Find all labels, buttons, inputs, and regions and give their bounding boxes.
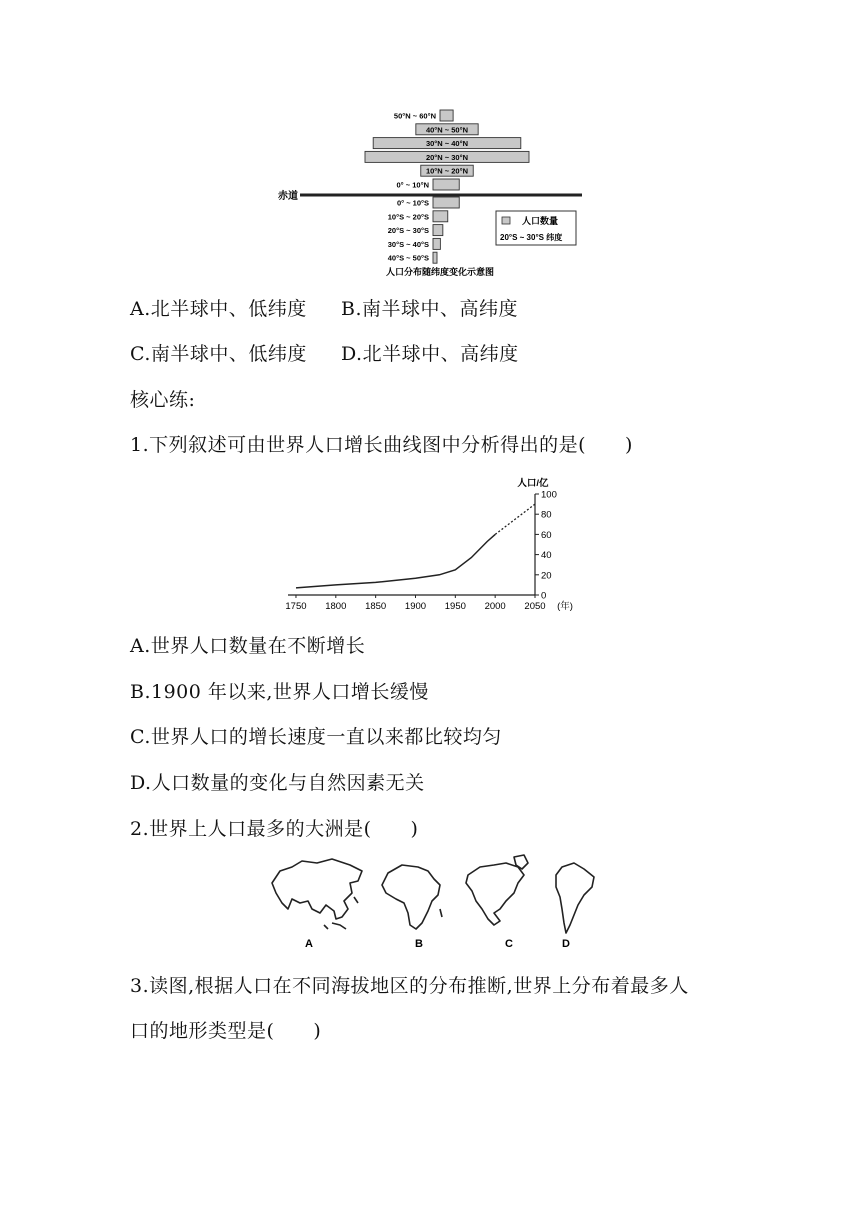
x-tick-label: 1750	[285, 601, 307, 612]
latitude-band-label: 30°N ~ 40°N	[425, 139, 469, 149]
legend-band-label: 20°S ~ 30°S 纬度	[500, 233, 563, 242]
latitude-band-label: 20°S ~ 30°S	[387, 226, 429, 236]
x-tick-label: 1900	[404, 601, 427, 612]
y-tick-label: 80	[541, 509, 552, 521]
latitude-band-label: 0° ~ 10°N	[396, 180, 429, 190]
latitude-band-label: 50°N ~ 60°N	[393, 111, 436, 121]
y-axis-label: 人口/亿	[517, 478, 549, 489]
latitude-band-label: 40°S ~ 50°S	[387, 253, 429, 263]
latitude-band-label: 40°N ~ 50°N	[425, 125, 469, 135]
latitude-band-label: 0° ~ 10°S	[396, 198, 429, 208]
x-tick-label: 1800	[325, 601, 347, 612]
option-c: C.南半球中、低纬度	[130, 343, 307, 365]
latitude-bar	[433, 225, 443, 236]
fig1-legend	[496, 211, 576, 245]
q2-stem: 2.世界上人口最多的大洲是( )	[130, 818, 419, 840]
q3-stem-line1: 3.读图,根据人口在不同海拔地区的分布推断,世界上分布着最多人	[130, 975, 689, 997]
x-tick-label: 2000	[484, 601, 506, 612]
latitude-bar	[433, 197, 459, 208]
latitude-bar	[433, 238, 440, 249]
latitude-band-label: 30°S ~ 40°S	[387, 239, 429, 249]
continent-label-c: C	[505, 938, 513, 950]
latitude-band-label: 10°N ~ 20°N	[425, 166, 469, 176]
y-tick-label: 40	[541, 550, 552, 562]
continent-label-a: A	[305, 938, 313, 950]
q1-stem: 1.下列叙述可由世界人口增长曲线图中分析得出的是( )	[130, 434, 633, 456]
q1-option-c: C.世界人口的增长速度一直以来都比较均匀	[130, 726, 502, 748]
x-tick-label: 2050	[524, 601, 546, 612]
continents-figure	[262, 853, 602, 953]
africa-outline	[382, 865, 440, 929]
y-tick-label: 60	[541, 529, 552, 541]
equator-label: 赤道	[278, 191, 298, 202]
population-projection-line	[495, 504, 535, 534]
population-growth-chart	[280, 470, 590, 615]
q1-option-b: B.1900 年以来,世界人口增长缓慢	[130, 681, 429, 703]
legend-bar-label: 人口数量	[522, 216, 559, 226]
population-line	[296, 534, 495, 588]
x-axis-label: (年)	[557, 601, 573, 612]
latitude-bar	[433, 252, 437, 263]
y-tick-label: 20	[541, 570, 552, 582]
asia-outline	[272, 859, 362, 919]
latitude-bar	[433, 179, 459, 190]
option-d: D.北半球中、高纬度	[341, 343, 519, 365]
option-a: A.北半球中、低纬度	[130, 298, 307, 320]
fig1-caption: 人口分布随纬度变化示意图	[386, 267, 495, 277]
q1-option-a: A.世界人口数量在不断增长	[130, 635, 366, 657]
y-tick-label: 100	[541, 489, 557, 501]
latitude-band-label: 20°N ~ 30°N	[425, 152, 469, 162]
south-america-outline	[556, 863, 594, 933]
q3-stem-line2: 口的地形类型是( )	[130, 1020, 322, 1042]
continent-label-d: D	[562, 938, 570, 950]
north-america-outline	[466, 863, 524, 925]
option-b: B.南半球中、高纬度	[341, 298, 519, 320]
latitude-band-label: 10°S ~ 20°S	[387, 212, 429, 222]
q1-option-d: D.人口数量的变化与自然因素无关	[130, 772, 425, 794]
latitude-bar	[440, 110, 453, 121]
latitude-population-figure	[270, 105, 590, 280]
africa-island	[440, 909, 442, 917]
asia-islands	[324, 897, 358, 929]
latitude-bar	[433, 211, 448, 222]
y-tick-label: 0	[541, 590, 547, 602]
section-label: 核心练:	[130, 389, 196, 411]
continent-label-b: B	[415, 938, 423, 950]
x-tick-label: 1950	[444, 601, 466, 612]
x-tick-label: 1850	[365, 601, 387, 612]
